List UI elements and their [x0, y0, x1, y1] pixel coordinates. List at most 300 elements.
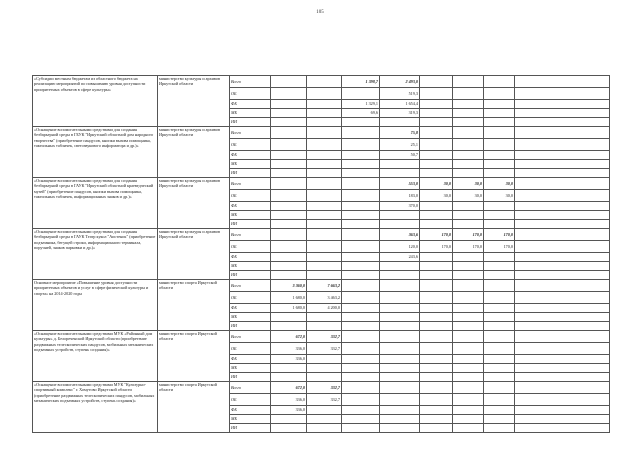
- amount-cell: [342, 304, 380, 313]
- funding-source: ОБ: [230, 292, 271, 304]
- page-number: 105: [316, 10, 324, 15]
- note-cell: [515, 364, 610, 373]
- amount-cell: [307, 109, 342, 118]
- funding-source: Всего: [230, 382, 271, 394]
- amount-cell: [420, 253, 453, 262]
- amount-cell: [420, 313, 453, 322]
- amount-cell: [484, 415, 515, 424]
- amount-cell: [453, 424, 484, 433]
- amount-cell: 50,7: [380, 151, 420, 160]
- amount-cell: [342, 211, 380, 220]
- funding-source: ОБ: [230, 139, 271, 151]
- amount-cell: [342, 364, 380, 373]
- responsible-organization: министерство культуры и архивов Иркутской области: [158, 76, 230, 127]
- amount-cell: [342, 178, 380, 190]
- amount-cell: [380, 160, 420, 169]
- amount-cell: 4 200,0: [307, 304, 342, 313]
- amount-cell: [484, 118, 515, 127]
- responsible-organization: министерство спорта Иркутской области: [158, 331, 230, 382]
- note-cell: [515, 220, 610, 229]
- amount-cell: [307, 178, 342, 190]
- amount-cell: [342, 127, 380, 139]
- amount-cell: [271, 190, 307, 202]
- funding-source: МБ: [230, 160, 271, 169]
- note-cell: [515, 382, 610, 394]
- amount-cell: [420, 373, 453, 382]
- amount-cell: [380, 382, 420, 394]
- funding-source: ОБ: [230, 241, 271, 253]
- amount-cell: [484, 220, 515, 229]
- amount-cell: [484, 304, 515, 313]
- amount-cell: [380, 355, 420, 364]
- amount-cell: [420, 382, 453, 394]
- note-cell: [515, 127, 610, 139]
- amount-cell: [453, 292, 484, 304]
- amount-cell: [307, 139, 342, 151]
- responsible-organization: министерство спорта Иркутской области: [158, 280, 230, 331]
- amount-cell: [453, 169, 484, 178]
- amount-cell: [380, 331, 420, 343]
- amount-cell: 3 463,2: [307, 292, 342, 304]
- measure-description: «Оснащение вспомогательными средствами для создания безбарьерной среды в ГАУК Театр кукол "Аистенок" (приобретение подъемника, бегущей строки, информационного терминала, поручней, знаков парковки и др.)»: [33, 229, 158, 280]
- amount-cell: [307, 229, 342, 241]
- amount-cell: [342, 139, 380, 151]
- amount-cell: [453, 160, 484, 169]
- amount-cell: 30,0: [484, 190, 515, 202]
- amount-cell: [307, 364, 342, 373]
- note-cell: [515, 76, 610, 88]
- note-cell: [515, 313, 610, 322]
- amount-cell: [307, 424, 342, 433]
- note-cell: [515, 151, 610, 160]
- amount-cell: [453, 100, 484, 109]
- amount-cell: [271, 139, 307, 151]
- amount-cell: 170,0: [453, 241, 484, 253]
- amount-cell: [307, 271, 342, 280]
- funding-source: МБ: [230, 415, 271, 424]
- amount-cell: [453, 373, 484, 382]
- funding-source: ИИ: [230, 169, 271, 178]
- amount-cell: [380, 394, 420, 406]
- amount-cell: [420, 109, 453, 118]
- note-cell: [515, 100, 610, 109]
- note-cell: [515, 109, 610, 118]
- amount-cell: [484, 343, 515, 355]
- amount-cell: [271, 169, 307, 178]
- amount-cell: 7 663,2: [307, 280, 342, 292]
- amount-cell: [420, 424, 453, 433]
- amount-cell: [484, 253, 515, 262]
- amount-cell: 332,7: [307, 382, 342, 394]
- table-row: [33, 280, 610, 292]
- note-cell: [515, 139, 610, 151]
- table-row: [33, 127, 610, 139]
- amount-cell: [342, 202, 380, 211]
- amount-cell: [453, 253, 484, 262]
- amount-cell: [342, 280, 380, 292]
- amount-cell: [453, 262, 484, 271]
- amount-cell: [453, 355, 484, 364]
- funding-source: ФБ: [230, 406, 271, 415]
- funding-source: ФБ: [230, 100, 271, 109]
- note-cell: [515, 406, 610, 415]
- amount-cell: [342, 292, 380, 304]
- measure-description: «Оснащение вспомогательными средствами для создания безбарьерной среды в ГАУК "Иркутский областной краеведческий музей" (приобретение пандусов, кнопки вызова помощника, тактильных табличек, информационных знаков и др.)»: [33, 178, 158, 229]
- amount-cell: [484, 292, 515, 304]
- note-cell: [515, 304, 610, 313]
- funding-source: ФБ: [230, 151, 271, 160]
- funding-source: Всего: [230, 76, 271, 88]
- amount-cell: [342, 262, 380, 271]
- budget-table: [32, 75, 610, 433]
- note-cell: [515, 292, 610, 304]
- funding-source: ОБ: [230, 88, 271, 100]
- amount-cell: [307, 100, 342, 109]
- funding-source: МБ: [230, 262, 271, 271]
- amount-cell: [453, 118, 484, 127]
- note-cell: [515, 394, 610, 406]
- amount-cell: [342, 88, 380, 100]
- amount-cell: 183,0: [380, 190, 420, 202]
- note-cell: [515, 190, 610, 202]
- amount-cell: 336,0: [271, 343, 307, 355]
- amount-cell: [271, 253, 307, 262]
- amount-cell: [380, 313, 420, 322]
- amount-cell: 25,1: [380, 139, 420, 151]
- amount-cell: [453, 331, 484, 343]
- amount-cell: [342, 190, 380, 202]
- amount-cell: 553,0: [380, 178, 420, 190]
- amount-cell: [271, 100, 307, 109]
- amount-cell: [342, 406, 380, 415]
- amount-cell: [420, 139, 453, 151]
- note-cell: [515, 178, 610, 190]
- amount-cell: [342, 415, 380, 424]
- funding-source: МБ: [230, 364, 271, 373]
- amount-cell: [380, 373, 420, 382]
- note-cell: [515, 280, 610, 292]
- funding-source: МБ: [230, 211, 271, 220]
- note-cell: [515, 169, 610, 178]
- note-cell: [515, 229, 610, 241]
- amount-cell: [342, 220, 380, 229]
- amount-cell: [342, 253, 380, 262]
- amount-cell: [342, 271, 380, 280]
- funding-source: ИИ: [230, 220, 271, 229]
- amount-cell: [484, 331, 515, 343]
- funding-source: Всего: [230, 280, 271, 292]
- amount-cell: [307, 373, 342, 382]
- amount-cell: [420, 415, 453, 424]
- amount-cell: 1 329,1: [342, 100, 380, 109]
- amount-cell: [453, 202, 484, 211]
- funding-source: ИИ: [230, 271, 271, 280]
- amount-cell: 30,0: [484, 178, 515, 190]
- note-cell: [515, 415, 610, 424]
- amount-cell: [453, 151, 484, 160]
- table-row: [33, 382, 610, 394]
- note-cell: [515, 202, 610, 211]
- amount-cell: [271, 76, 307, 88]
- amount-cell: 319,3: [380, 109, 420, 118]
- amount-cell: 30,0: [420, 178, 453, 190]
- amount-cell: 332,7: [307, 331, 342, 343]
- responsible-organization: министерство спорта Иркутской области: [158, 382, 230, 433]
- amount-cell: 30,0: [453, 178, 484, 190]
- amount-cell: [420, 394, 453, 406]
- amount-cell: [453, 313, 484, 322]
- measure-description: «Оснащение вспомогательными средствами МУК "Культурно-спортивный комплекс" г. Хомутово Иркутской области (приобретение раздвижных телескопических пандусов, мобильных механических подъемных устройств, ступень создания)»: [33, 382, 158, 433]
- amount-cell: [453, 211, 484, 220]
- amount-cell: [484, 271, 515, 280]
- note-cell: [515, 424, 610, 433]
- funding-source: ФБ: [230, 355, 271, 364]
- amount-cell: [342, 229, 380, 241]
- amount-cell: [380, 211, 420, 220]
- amount-cell: [271, 160, 307, 169]
- amount-cell: [484, 313, 515, 322]
- amount-cell: [342, 322, 380, 331]
- amount-cell: [484, 280, 515, 292]
- amount-cell: [420, 364, 453, 373]
- amount-cell: [453, 343, 484, 355]
- amount-cell: 1 654,4: [380, 100, 420, 109]
- amount-cell: 30,0: [420, 190, 453, 202]
- amount-cell: [307, 220, 342, 229]
- amount-cell: [420, 280, 453, 292]
- amount-cell: [342, 313, 380, 322]
- note-cell: [515, 271, 610, 280]
- amount-cell: [420, 271, 453, 280]
- amount-cell: 370,0: [380, 202, 420, 211]
- amount-cell: [420, 76, 453, 88]
- amount-cell: 1 680,0: [271, 292, 307, 304]
- amount-cell: [271, 271, 307, 280]
- amount-cell: [453, 382, 484, 394]
- amount-cell: [420, 406, 453, 415]
- responsible-organization: министерство культуры и архивов Иркутской области: [158, 178, 230, 229]
- table-row: [33, 229, 610, 241]
- amount-cell: 69,6: [342, 109, 380, 118]
- measure-description: Основное мероприятие «Повышение уровня доступности приоритетных объектов и услуг в сфере физической культуры и спорта» на 2014-2020 годы: [33, 280, 158, 331]
- funding-source: МБ: [230, 313, 271, 322]
- amount-cell: 170,0: [420, 241, 453, 253]
- amount-cell: [307, 160, 342, 169]
- note-cell: [515, 88, 610, 100]
- amount-cell: [271, 415, 307, 424]
- amount-cell: 170,0: [484, 229, 515, 241]
- amount-cell: [420, 160, 453, 169]
- funding-source: ИИ: [230, 118, 271, 127]
- amount-cell: [342, 169, 380, 178]
- amount-cell: [380, 406, 420, 415]
- amount-cell: [271, 202, 307, 211]
- note-cell: [515, 373, 610, 382]
- amount-cell: [307, 406, 342, 415]
- funding-source: ФБ: [230, 202, 271, 211]
- amount-cell: [380, 343, 420, 355]
- amount-cell: [484, 262, 515, 271]
- amount-cell: [420, 202, 453, 211]
- amount-cell: 75,8: [380, 127, 420, 139]
- amount-cell: [484, 127, 515, 139]
- table-row: [33, 331, 610, 343]
- amount-cell: [271, 364, 307, 373]
- note-cell: [515, 241, 610, 253]
- amount-cell: [380, 262, 420, 271]
- amount-cell: [342, 241, 380, 253]
- amount-cell: [380, 415, 420, 424]
- amount-cell: [380, 424, 420, 433]
- amount-cell: [453, 88, 484, 100]
- amount-cell: [380, 292, 420, 304]
- amount-cell: [271, 211, 307, 220]
- amount-cell: 1 398,7: [342, 76, 380, 88]
- amount-cell: [453, 364, 484, 373]
- amount-cell: [484, 76, 515, 88]
- amount-cell: [420, 151, 453, 160]
- amount-cell: [342, 343, 380, 355]
- amount-cell: [342, 394, 380, 406]
- amount-cell: [307, 322, 342, 331]
- amount-cell: [420, 88, 453, 100]
- amount-cell: [420, 169, 453, 178]
- amount-cell: 170,0: [453, 229, 484, 241]
- amount-cell: [342, 355, 380, 364]
- amount-cell: [307, 88, 342, 100]
- amount-cell: 2 493,0: [380, 76, 420, 88]
- funding-source: Всего: [230, 229, 271, 241]
- amount-cell: [307, 313, 342, 322]
- amount-cell: [271, 109, 307, 118]
- amount-cell: 170,0: [420, 229, 453, 241]
- amount-cell: [484, 406, 515, 415]
- amount-cell: [271, 241, 307, 253]
- amount-cell: [484, 364, 515, 373]
- amount-cell: [420, 220, 453, 229]
- amount-cell: [342, 118, 380, 127]
- note-cell: [515, 211, 610, 220]
- amount-cell: 1 680,0: [271, 304, 307, 313]
- amount-cell: [380, 118, 420, 127]
- amount-cell: [420, 211, 453, 220]
- amount-cell: [484, 160, 515, 169]
- amount-cell: 363,6: [380, 229, 420, 241]
- amount-cell: 336,0: [271, 394, 307, 406]
- amount-cell: [307, 151, 342, 160]
- amount-cell: [420, 304, 453, 313]
- amount-cell: [484, 382, 515, 394]
- amount-cell: 332,7: [307, 394, 342, 406]
- amount-cell: [307, 241, 342, 253]
- amount-cell: [271, 424, 307, 433]
- amount-cell: [342, 373, 380, 382]
- funding-source: Всего: [230, 178, 271, 190]
- responsible-organization: министерство культуры и архивов Иркутской области: [158, 229, 230, 280]
- note-cell: [515, 253, 610, 262]
- amount-cell: [484, 88, 515, 100]
- funding-source: ОБ: [230, 394, 271, 406]
- amount-cell: [453, 280, 484, 292]
- amount-cell: 336,0: [271, 406, 307, 415]
- amount-cell: [453, 394, 484, 406]
- amount-cell: 170,0: [484, 241, 515, 253]
- amount-cell: [307, 415, 342, 424]
- funding-source: Всего: [230, 331, 271, 343]
- amount-cell: [307, 253, 342, 262]
- funding-source: ФБ: [230, 304, 271, 313]
- note-cell: [515, 118, 610, 127]
- amount-cell: 243,6: [380, 253, 420, 262]
- amount-cell: [307, 355, 342, 364]
- note-cell: [515, 262, 610, 271]
- amount-cell: [342, 382, 380, 394]
- amount-cell: [420, 292, 453, 304]
- amount-cell: [380, 304, 420, 313]
- amount-cell: 332,7: [307, 343, 342, 355]
- funding-source: МБ: [230, 109, 271, 118]
- amount-cell: [420, 355, 453, 364]
- note-cell: [515, 343, 610, 355]
- funding-source: ОБ: [230, 343, 271, 355]
- amount-cell: [453, 139, 484, 151]
- amount-cell: [453, 271, 484, 280]
- amount-cell: [380, 271, 420, 280]
- measure-description: «Оснащение вспомогательными средствами для создания безбарьерной среды в ГБУК "Иркутский областной дом народного творчества" (приобретение пандусов, кнопки вызова помощника, тактильных табличек, светозвукового информатора и др.)»: [33, 127, 158, 178]
- amount-cell: [420, 331, 453, 343]
- funding-source: ИИ: [230, 373, 271, 382]
- amount-cell: [420, 262, 453, 271]
- amount-cell: [484, 424, 515, 433]
- amount-cell: [420, 100, 453, 109]
- amount-cell: [484, 109, 515, 118]
- amount-cell: [453, 322, 484, 331]
- table-row: [33, 76, 610, 88]
- amount-cell: [484, 394, 515, 406]
- funding-source: Всего: [230, 127, 271, 139]
- amount-cell: [484, 322, 515, 331]
- amount-cell: [420, 322, 453, 331]
- amount-cell: [453, 406, 484, 415]
- amount-cell: 336,0: [271, 355, 307, 364]
- funding-source: ФБ: [230, 253, 271, 262]
- amount-cell: [307, 262, 342, 271]
- amount-cell: [380, 220, 420, 229]
- amount-cell: [380, 322, 420, 331]
- amount-cell: [420, 343, 453, 355]
- note-cell: [515, 355, 610, 364]
- amount-cell: [307, 127, 342, 139]
- amount-cell: [307, 76, 342, 88]
- responsible-organization: министерство культуры и архивов Иркутской области: [158, 127, 230, 178]
- amount-cell: [484, 139, 515, 151]
- amount-cell: [453, 127, 484, 139]
- amount-cell: 120,0: [380, 241, 420, 253]
- amount-cell: [380, 280, 420, 292]
- amount-cell: [484, 100, 515, 109]
- note-cell: [515, 331, 610, 343]
- amount-cell: [453, 109, 484, 118]
- amount-cell: [380, 364, 420, 373]
- amount-cell: [484, 373, 515, 382]
- amount-cell: [271, 88, 307, 100]
- amount-cell: [307, 169, 342, 178]
- amount-cell: 519,3: [380, 88, 420, 100]
- amount-cell: [271, 178, 307, 190]
- amount-cell: [271, 313, 307, 322]
- amount-cell: [271, 229, 307, 241]
- amount-cell: [420, 118, 453, 127]
